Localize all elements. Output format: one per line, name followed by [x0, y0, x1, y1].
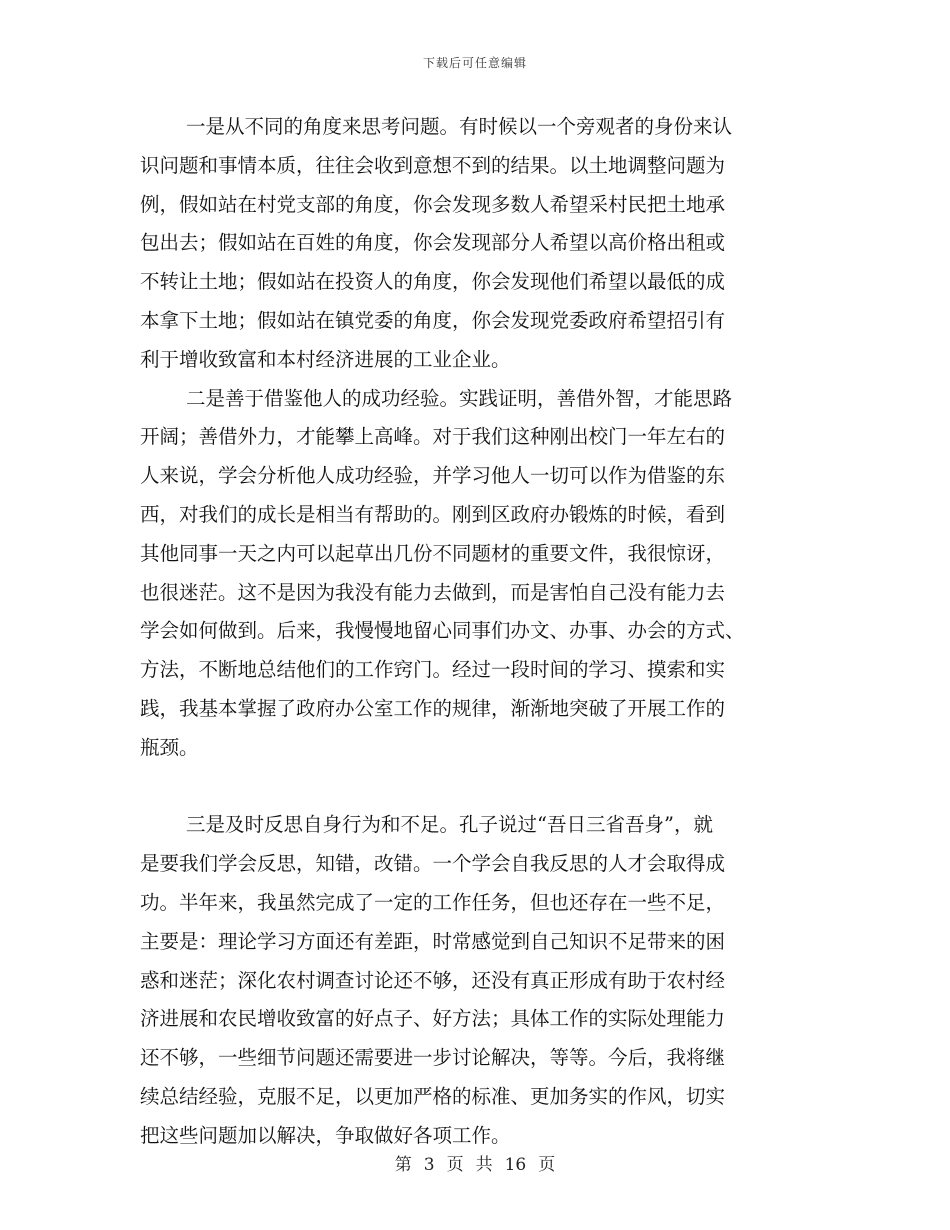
paragraph-line: 包出去；假如站在百姓的角度，你会发现部分人希望以高价格出租或 [140, 231, 726, 255]
paragraph-line: 一是从不同的角度来思考问题。有时候以一个旁观者的身份来认 [186, 115, 733, 138]
footer-total-pages: 16 [504, 1155, 527, 1175]
document-body [140, 108, 804, 1156]
paragraph-line: 不转让土地；假如站在投资人的角度，你会发现他们希望以最低的成 [140, 270, 726, 294]
paragraph-line: 也很迷茫。这不是因为我没有能力去做到，而是害怕自己没有能力去 [140, 580, 726, 604]
paragraph-line: 瓶颈。 [140, 735, 199, 759]
paragraph-line: 学会如何做到。后来，我慢慢地留心同事们办文、办事、办会的方式、 [140, 619, 745, 643]
paragraph-line: 续总结经验，克服不足，以更加严格的标准、更加务实的作风，切实 [140, 1084, 726, 1108]
paragraph-line: 功。半年来，我虽然完成了一定的工作任务，但也还存在一些不足， [140, 890, 726, 914]
footer-ye: 页 [538, 1155, 556, 1175]
paragraph-line: 方法，不断地总结他们的工作窍门。经过一段时间的学习、摸索和实 [140, 658, 726, 682]
paragraph-line: 惑和迷茫；深化农村调查讨论还不够，还没有真正形成有助于农村经 [140, 968, 726, 992]
paragraph-line: 其他同事一天之内可以起草出几份不同题材的重要文件，我很惊讶， [140, 541, 726, 565]
paragraph-line: 人来说，学会分析他人成功经验，并学习他人一切可以作为借鉴的东 [140, 464, 726, 488]
paragraph-3 [140, 806, 804, 1155]
paragraph-line: 三是及时反思自身行为和不足。孔子说过“吾日三省吾身”，就 [186, 813, 713, 837]
paragraph-line: 还不够，一些细节问题还需要进一步讨论解决，等等。今后，我将继 [140, 1046, 726, 1070]
paragraph-line: 是要我们学会反思，知错，改错。一个学会自我反思的人才会取得成 [140, 852, 726, 876]
paragraph-line: 本拿下土地；假如站在镇党委的角度，你会发现党委政府希望招引有 [140, 308, 726, 332]
paragraph-line: 开阔；善借外力，才能攀上高峰。对于我们这种刚出校门一年左右的 [140, 425, 726, 449]
footer-gong: 共 [475, 1155, 493, 1175]
paragraph-1 [140, 108, 804, 380]
footer-page-number: 3 [423, 1155, 435, 1175]
paragraph-line: 践，我基本掌握了政府办公室工作的规律，渐渐地突破了开展工作的 [140, 696, 726, 720]
paragraph-line: 识问题和事情本质，往往会收到意想不到的结果。以土地调整问题为 [140, 153, 726, 177]
paragraph-line: 把这些问题加以解决，争取做好各项工作。 [140, 1123, 511, 1147]
paragraph-line: 济进展和农民增收致富的好点子、好方法；具体工作的实际处理能力 [140, 1007, 726, 1031]
footer-ye: 页 [446, 1155, 464, 1175]
paragraph-line [140, 768, 804, 807]
page-footer [0, 1150, 950, 1175]
paragraph-line: 主要是：理论学习方面还有差距，时常感觉到自己知识不足带来的困 [140, 929, 726, 953]
page-header-note: 下载后可任意编辑 [422, 56, 527, 70]
paragraph-2 [140, 380, 804, 807]
paragraph-line: 西，对我们的成长是相当有帮助的。刚到区政府办锻炼的时候，看到 [140, 502, 726, 526]
paragraph-line: 二是善于借鉴他人的成功经验。实践证明，善借外智，才能思路 [186, 386, 733, 410]
footer-di: 第 [394, 1155, 412, 1175]
paragraph-line: 利于增收致富和本村经济进展的工业企业。 [140, 347, 511, 371]
paragraph-line: 例，假如站在村党支部的角度，你会发现多数人希望采村民把土地承 [140, 192, 726, 216]
